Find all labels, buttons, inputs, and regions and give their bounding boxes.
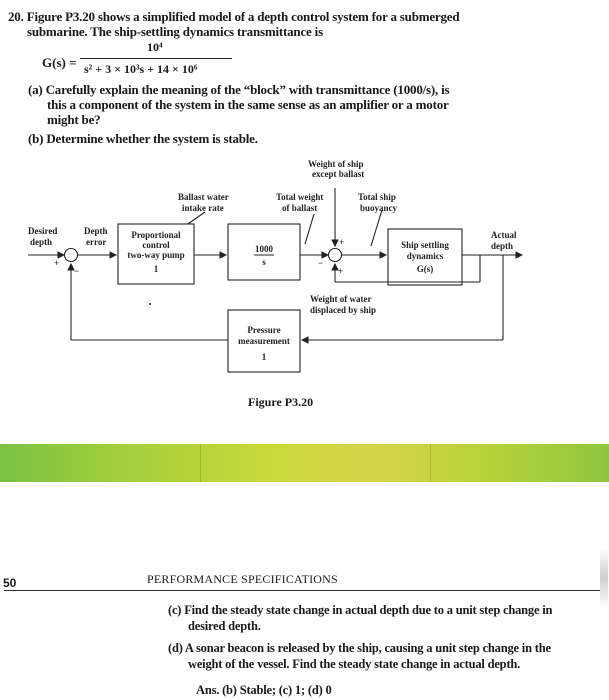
sign-plus-1: + [54,258,60,268]
pump-text-1: Proportional [131,230,181,240]
pump-text-3: two-way pump [127,250,185,260]
pressure-text-1: Pressure [247,325,281,335]
label-depth-error-2: error [86,237,107,247]
label-depth: depth [30,237,53,247]
integrator-den: s [262,257,266,267]
label-buoyancy: buoyancy [360,203,398,213]
label-actual: Actual [491,230,517,240]
part-a-line-3: might be? [47,112,101,127]
label-weight-of-water: Weight of water [310,294,372,304]
section-heading: PERFORMANCE SPECIFICATIONS [147,572,338,586]
part-a-line-2: this a component of the system in the same sense as an amplifier or a motor [47,97,449,112]
label-desired: Desired [28,226,58,236]
label-total-weight: Total weight [276,192,324,202]
part-d-line-2: weight of the vessel. Find the steady state change in actual depth. [188,657,521,671]
problem-line-2: submarine. The ship-settling dynamics transmittance is [27,24,323,39]
pump-text-2: control [142,240,170,250]
figure-caption: Figure P3.20 [248,395,314,409]
transfer-function-numerator: 10⁴ [147,40,163,54]
transfer-function-denominator: s² + 3 × 10³s + 14 × 10⁶ [84,62,198,76]
summing-junction-2 [329,249,342,262]
sign-plus-3: + [338,266,344,276]
answer-line: Ans. (b) Stable; (c) 1; (d) 0 [196,683,332,697]
summing-junction-1 [65,249,78,262]
heading-rule [4,590,601,591]
label-weight-of-ship: Weight of ship [308,159,364,169]
settling-text-2: dynamics [406,251,444,261]
sign-plus-2: + [339,237,345,247]
problem-line-1: 20. Figure P3.20 shows a simplified model of a depth control system for a submerged [8,9,460,24]
highlight-band [0,444,609,482]
fraction-bar [80,58,232,59]
pressure-text-2: measurement [238,336,290,346]
band-crease [200,444,201,482]
pump-gain: 1 [153,264,159,274]
part-c-line-1: (c) Find the steady state change in actual depth due to a unit step change in [168,603,553,617]
part-d-line-1: (d) A sonar beacon is released by the ship, causing a unit step change in the [168,641,551,655]
page-edge-shadow [600,548,608,608]
settling-text-1: Ship settling [401,240,449,250]
label-total-ship: Total ship [358,192,396,202]
sign-minus-2: − [318,258,324,268]
label-depth-error-1: Depth [84,226,108,236]
label-ballast-water: Ballast water [178,192,229,202]
pressure-gain: 1 [261,352,267,362]
label-actual-depth: depth [491,241,514,251]
label-displaced-by-ship: displaced by ship [310,305,377,315]
transfer-function-lhs: G(s) = [42,55,77,70]
page-number: 50 [3,576,17,590]
label-except-ballast: except ballast [312,169,365,179]
sign-minus-1: − [74,266,80,276]
part-c-line-2: desired depth. [188,619,261,633]
block-diagram [0,150,609,390]
settling-text-3: G(s) [416,264,434,274]
stray-dot [149,303,151,305]
label-intake-rate: intake rate [182,203,224,213]
integrator-num: 1000 [255,244,273,254]
label-of-ballast: of ballast [282,203,318,213]
part-b: (b) Determine whether the system is stable. [28,131,258,146]
band-crease [430,444,431,482]
part-a-line-1: (a) Carefully explain the meaning of the “block” with transmittance (1000/s), is [28,82,450,97]
